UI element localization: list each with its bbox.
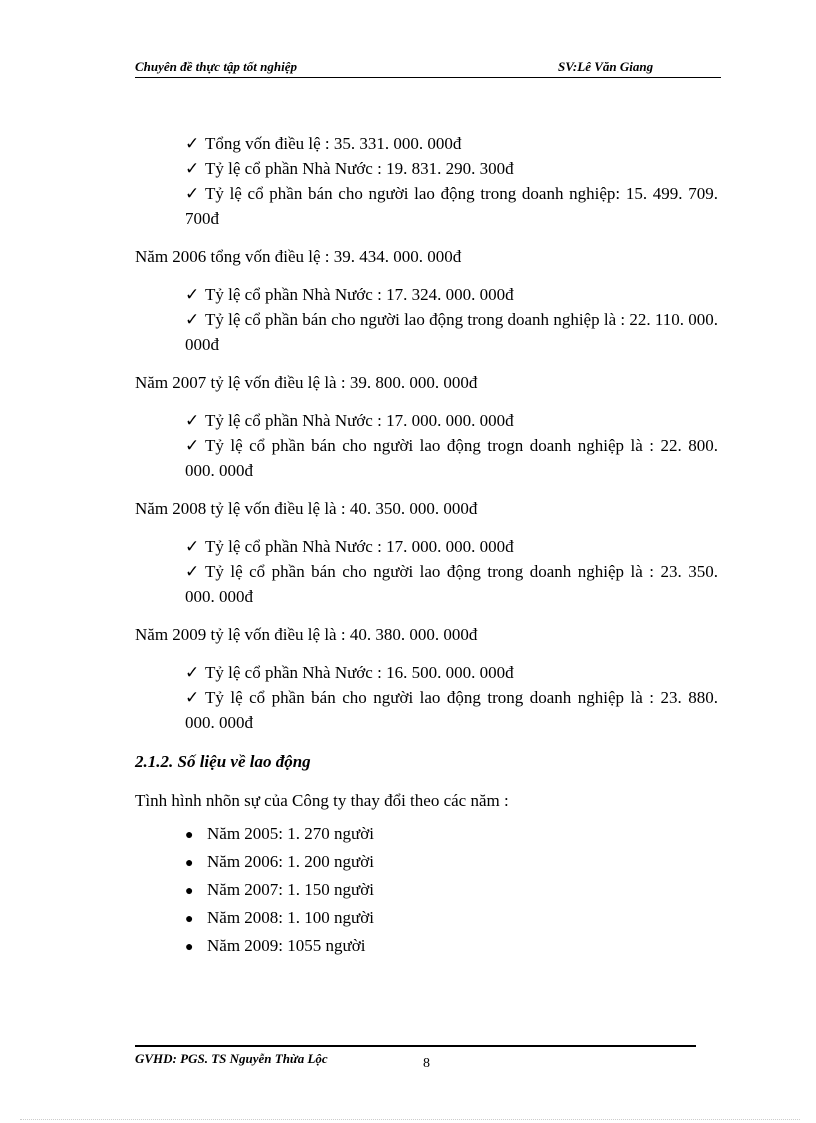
page-number: 8 [423, 1056, 430, 1071]
section-intro: Tình hình nhõn sự của Công ty thay đổi theo các năm : [135, 791, 509, 810]
labor-list [185, 821, 718, 961]
list-item: ✓ Tỷ lệ cổ phần bán cho người lao động trogn doanh nghiệp là : 22. 800. 000. 000đ [185, 433, 718, 483]
bullet-dot-icon: ● [185, 940, 194, 955]
list-item: ✓ Tỷ lệ cổ phần Nhà Nước : 16. 500. 000. 000đ [185, 660, 718, 685]
capital-list-2006 [185, 282, 718, 357]
capital-list-2009 [185, 660, 718, 735]
page-bottom-divider [20, 1119, 800, 1120]
list-item: ✓ Tỷ lệ cổ phần Nhà Nước : 17. 000. 000. 000đ [185, 534, 718, 559]
checkmark-icon: ✓ [185, 134, 200, 153]
list-item: ✓ Tỷ lệ cổ phần bán cho người lao động trong doanh nghiệp là : 23. 880. 000. 000đ [185, 685, 718, 735]
year-2009-line: Năm 2009 tỷ lệ vốn điều lệ là : 40. 380. 000. 000đ [135, 625, 478, 644]
year-2008-line: Năm 2008 tỷ lệ vốn điều lệ là : 40. 350. 000. 000đ [135, 499, 478, 518]
list-item: ✓ Tỷ lệ cổ phần Nhà Nước : 17. 324. 000. 000đ [185, 282, 718, 307]
list-item: ✓ Tỷ lệ cổ phần bán cho người lao động trong doanh nghiệp là : 22. 110. 000. 000đ [185, 307, 718, 357]
document-body [135, 131, 718, 961]
bullet-dot-icon: ● [185, 856, 194, 871]
list-item: ● Năm 2006: 1. 200 người [185, 849, 718, 877]
checkmark-icon: ✓ [185, 562, 200, 581]
checkmark-icon: ✓ [185, 285, 200, 304]
year-2006-line: Năm 2006 tổng vốn điều lệ : 39. 434. 000. 000đ [135, 247, 462, 266]
checkmark-icon: ✓ [185, 663, 200, 682]
list-item: ✓ Tỷ lệ cổ phần Nhà Nước : 17. 000. 000. 000đ [185, 408, 718, 433]
year-2007-line: Năm 2007 tỷ lệ vốn điều lệ là : 39. 800. 000. 000đ [135, 373, 478, 392]
list-item: ✓ Tỷ lệ cổ phần bán cho người lao động trong doanh nghiệp: 15. 499. 709. 700đ [185, 181, 718, 231]
bullet-dot-icon: ● [185, 912, 194, 927]
checkmark-icon: ✓ [185, 159, 200, 178]
checkmark-icon: ✓ [185, 310, 200, 329]
footer-supervisor: GVHD: PGS. TS Nguyễn Thừa Lộc [135, 1051, 328, 1066]
list-item: ✓ Tổng vốn điều lệ : 35. 331. 000. 000đ [185, 131, 718, 156]
capital-list-2005 [185, 131, 718, 231]
footer-divider [135, 1045, 696, 1047]
checkmark-icon: ✓ [185, 688, 200, 707]
header-author: SV:Lê Văn Giang [558, 59, 654, 74]
checkmark-icon: ✓ [185, 537, 200, 556]
list-item: ● Năm 2005: 1. 270 người [185, 821, 718, 849]
page-header [135, 57, 721, 78]
list-item: ● Năm 2008: 1. 100 người [185, 905, 718, 933]
list-item: ✓ Tỷ lệ cổ phần bán cho người lao động trong doanh nghiệp là : 23. 350. 000. 000đ [185, 559, 718, 609]
bullet-dot-icon: ● [185, 884, 194, 899]
capital-list-2008 [185, 534, 718, 609]
checkmark-icon: ✓ [185, 436, 200, 455]
list-item: ● Năm 2009: 1055 người [185, 933, 718, 961]
header-title: Chuyên đề thực tập tốt nghiệp [135, 59, 297, 74]
checkmark-icon: ✓ [185, 184, 200, 203]
list-item: ✓ Tỷ lệ cổ phần Nhà Nước : 19. 831. 290. 300đ [185, 156, 718, 181]
bullet-dot-icon: ● [185, 828, 194, 843]
section-heading: 2.1.2. Số liệu về lao động [135, 752, 311, 771]
list-item: ● Năm 2007: 1. 150 người [185, 877, 718, 905]
checkmark-icon: ✓ [185, 411, 200, 430]
capital-list-2007 [185, 408, 718, 483]
